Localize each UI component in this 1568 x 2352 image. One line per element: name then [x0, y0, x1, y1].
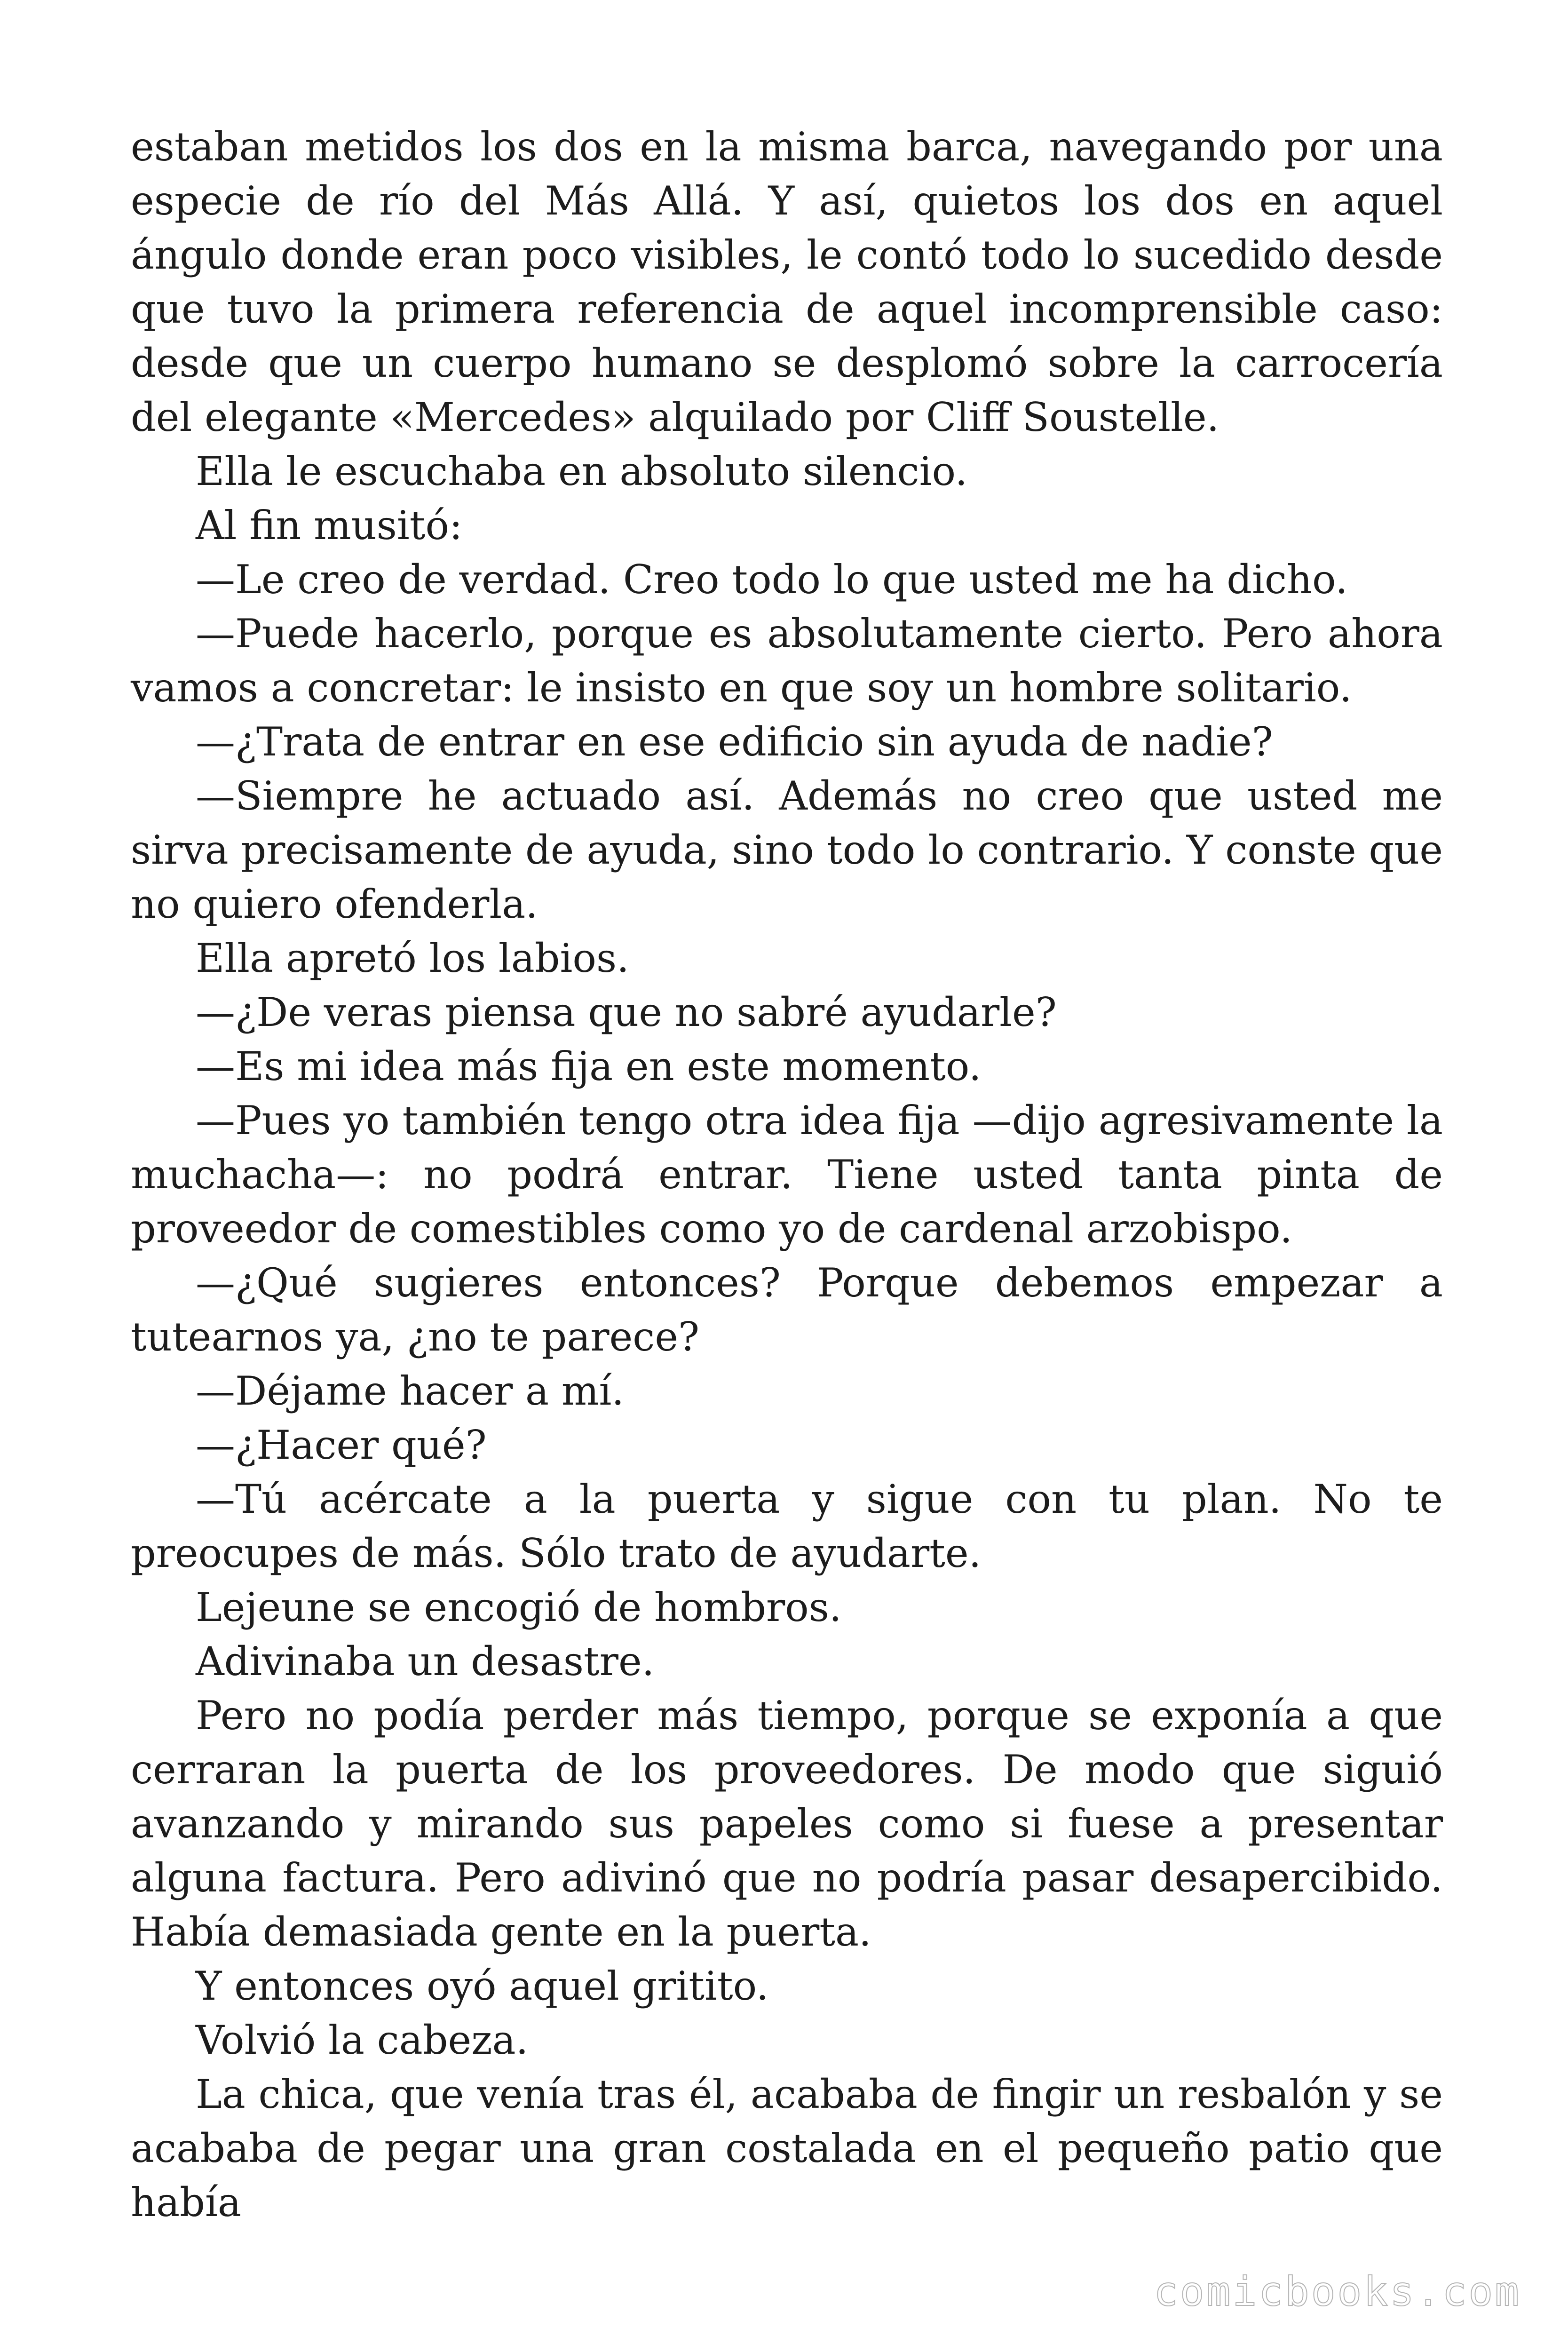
paragraph: estaban metidos los dos en la misma barca, navegando por una especie de río del Más Allá. Y así, quietos los dos en aquel ángulo donde eran poco visibles, le contó todo lo sucedido desde que tuvo la primera referencia de aquel incomprensible caso: desde que un cuerpo humano se desplomó sobre la carrocería del elegante «Mercedes» alquilado por Cliff Soustelle.	[131, 124, 1443, 440]
paragraph: —Le creo de verdad. Creo todo lo que usted me ha dicho.	[196, 556, 1348, 603]
paragraph: Pero no podía perder más tiempo, porque se exponía a que cerraran la puerta de los proveedores. De modo que siguió avanzando y mirando sus papeles como si fuese a presentar alguna factura. Pero adivinó que no podría pasar desapercibido. Había demasiada gente en la puerta.	[131, 1692, 1443, 1955]
paragraph: Lejeune se encogió de hombros.	[196, 1584, 842, 1630]
paragraph: —Tú acércate a la puerta y sigue con tu plan. No te preocupes de más. Sólo trato de ayudarte.	[131, 1476, 1443, 1576]
paragraph: —Déjame hacer a mí.	[196, 1368, 625, 1414]
paragraph: —Puede hacerlo, porque es absolutamente cierto. Pero ahora vamos a concretar: le insisto en que soy un hombre solitario.	[131, 611, 1443, 711]
paragraph: —Es mi idea más fija en este momento.	[196, 1043, 982, 1089]
paragraph: —¿Hacer qué?	[196, 1422, 487, 1468]
paragraph: Ella apretó los labios.	[196, 935, 629, 981]
paragraph: Volvió la cabeza.	[196, 2017, 529, 2063]
paragraph: —Pues yo también tengo otra idea fija —dijo agresivamente la muchacha—: no podrá entrar. Tiene usted tanta pinta de proveedor de comestibles como yo de cardenal arzobispo.	[131, 1097, 1443, 1252]
paragraph: Y entonces oyó aquel gritito.	[196, 1963, 769, 2009]
paragraph: La chica, que venía tras él, acababa de fingir un resbalón y se acababa de pegar una gran costalada en el pequeño patio que había	[131, 2071, 1443, 2225]
paragraph: Al fin musitó:	[196, 502, 463, 548]
paragraph: Adivinaba un desastre.	[196, 1638, 655, 1685]
page-body	[131, 120, 1443, 2230]
paragraph: —¿De veras piensa que no sabré ayudarle?	[196, 989, 1057, 1035]
paragraph: —¿Qué sugieres entonces? Porque debemos empezar a tutearnos ya, ¿no te parece?	[131, 1260, 1443, 1360]
watermark: comicbooks.com	[1154, 2268, 1521, 2315]
paragraph: —Siempre he actuado así. Además no creo que usted me sirva precisamente de ayuda, sino todo lo contrario. Y conste que no quiero ofenderla.	[131, 773, 1443, 927]
paragraph: —¿Trata de entrar en ese edificio sin ayuda de nadie?	[196, 719, 1273, 765]
paragraph: Ella le escuchaba en absoluto silencio.	[196, 448, 968, 494]
